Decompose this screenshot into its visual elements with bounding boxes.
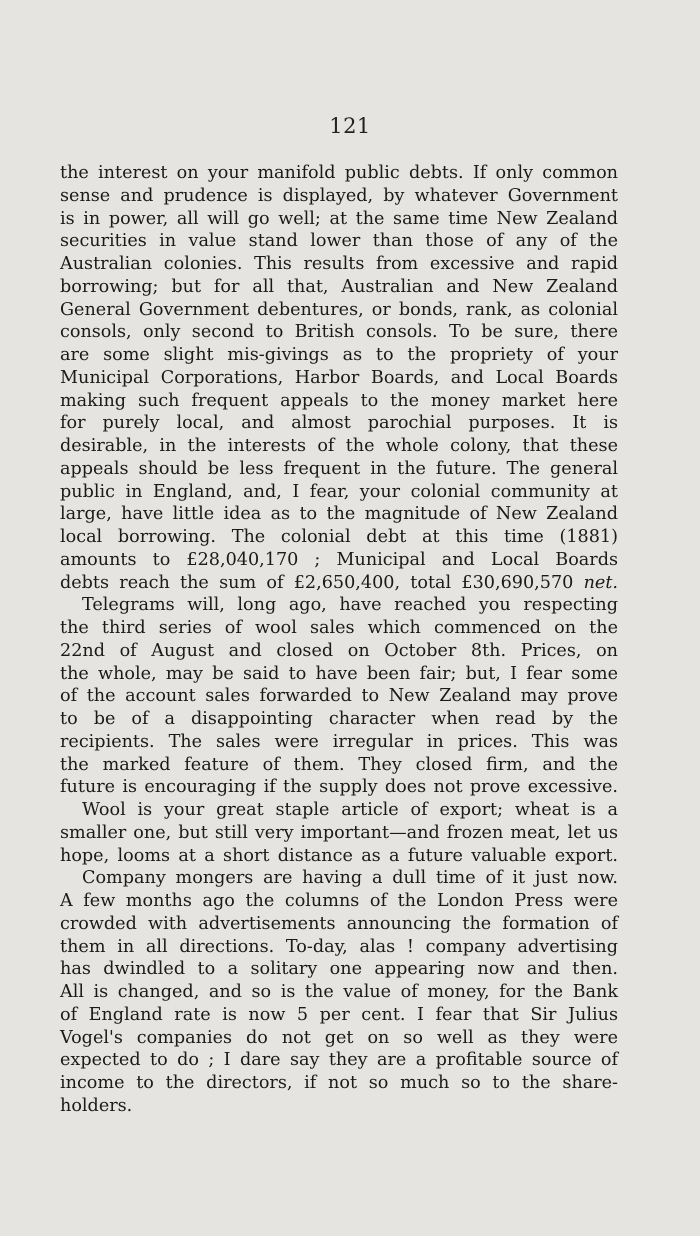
text-line: All is changed, and so is the value of money, for the Bank	[60, 982, 618, 1002]
paragraph	[60, 162, 618, 594]
text-line: is in power, all will go well; at the same time New Zealand	[60, 208, 618, 229]
text-line: future is encouraging if the supply does not prove excessive.	[60, 777, 618, 798]
text-line: consols, only second to British consols. To be sure, there	[60, 322, 618, 343]
text-line: income to the directors, if not so much so to the share-	[60, 1073, 618, 1093]
page-number: 121	[329, 114, 371, 138]
text-line: to be of a disappointing character when read by the	[60, 709, 618, 729]
text-line: the interest on your manifold public debts. If only common	[60, 163, 618, 183]
paragraph	[60, 867, 618, 1117]
text-line: the marked feature of them. They closed firm, and the	[60, 754, 618, 775]
text-line: General Government debentures, or bonds, rank, as colonial	[60, 299, 618, 320]
text-line: local borrowing. The colonial debt at this time (1881)	[60, 527, 618, 547]
text-line: the third series of wool sales which commenced on the	[60, 618, 618, 638]
text-line: debts reach the sum of £2,650,400, total £30,690,570 net.	[60, 572, 618, 593]
text-line: them in all directions. To-day, alas ! company advertising	[60, 936, 618, 957]
text-line: hope, looms at a short distance as a future valuable export.	[60, 845, 618, 866]
text-line: are some slight mis-givings as to the propriety of your	[60, 345, 618, 365]
text-line: Australian colonies. This results from excessive and rapid	[60, 254, 618, 274]
text-line: the whole, may be said to have been fair; but, I fear some	[60, 663, 618, 684]
text-line: borrowing; but for all that, Australian and New Zealand	[60, 276, 618, 297]
text-line: expected to do ; I dare say they are a profitable source of	[60, 1050, 618, 1071]
text-line: for purely local, and almost parochial purposes. It is	[60, 413, 618, 434]
text-line: Telegrams will, long ago, have reached you respecting	[82, 595, 618, 616]
text-line: Vogel's companies do not get on so well as they were	[60, 1027, 618, 1048]
body-text	[60, 162, 618, 1118]
text-line: has dwindled to a solitary one appearing now and then.	[60, 959, 618, 980]
text-line: Municipal Corporations, Harbor Boards, and Local Boards	[60, 367, 618, 388]
text-line: 22nd of August and closed on October 8th. Prices, on	[60, 640, 618, 661]
text-line: desirable, in the interests of the whole colony, that these	[60, 436, 618, 456]
text-line: Wool is your great staple article of export; wheat is a	[82, 800, 618, 820]
text-line: Company mongers are having a dull time of it just now.	[82, 868, 618, 889]
paragraph	[60, 799, 618, 867]
text-line: large, have little idea as to the magnitude of New Zealand	[60, 504, 618, 525]
text-line: of the account sales forwarded to New Zealand may prove	[60, 686, 618, 707]
text-line: securities in value stand lower than those of any of the	[60, 231, 618, 252]
text-line: sense and prudence is displayed, by whatever Government	[60, 185, 618, 206]
text-line: making such frequent appeals to the money market here	[60, 390, 618, 411]
text-line: smaller one, but still very important—and frozen meat, let us	[60, 822, 618, 843]
text-line: crowded with advertisements announcing the formation of	[60, 913, 618, 934]
text-line: A few months ago the columns of the London Press were	[60, 891, 618, 911]
text-line: recipients. The sales were irregular in prices. This was	[60, 731, 618, 752]
text-line: public in England, and, I fear, your colonial community at	[60, 481, 618, 502]
text-line: amounts to £28,040,170 ; Municipal and Local Boards	[60, 549, 618, 570]
paragraph	[60, 594, 618, 799]
text-line: of England rate is now 5 per cent. I fear that Sir Julius	[60, 1004, 618, 1025]
text-line: holders.	[60, 1095, 133, 1116]
text-line: appeals should be less frequent in the future. The general	[60, 458, 618, 479]
